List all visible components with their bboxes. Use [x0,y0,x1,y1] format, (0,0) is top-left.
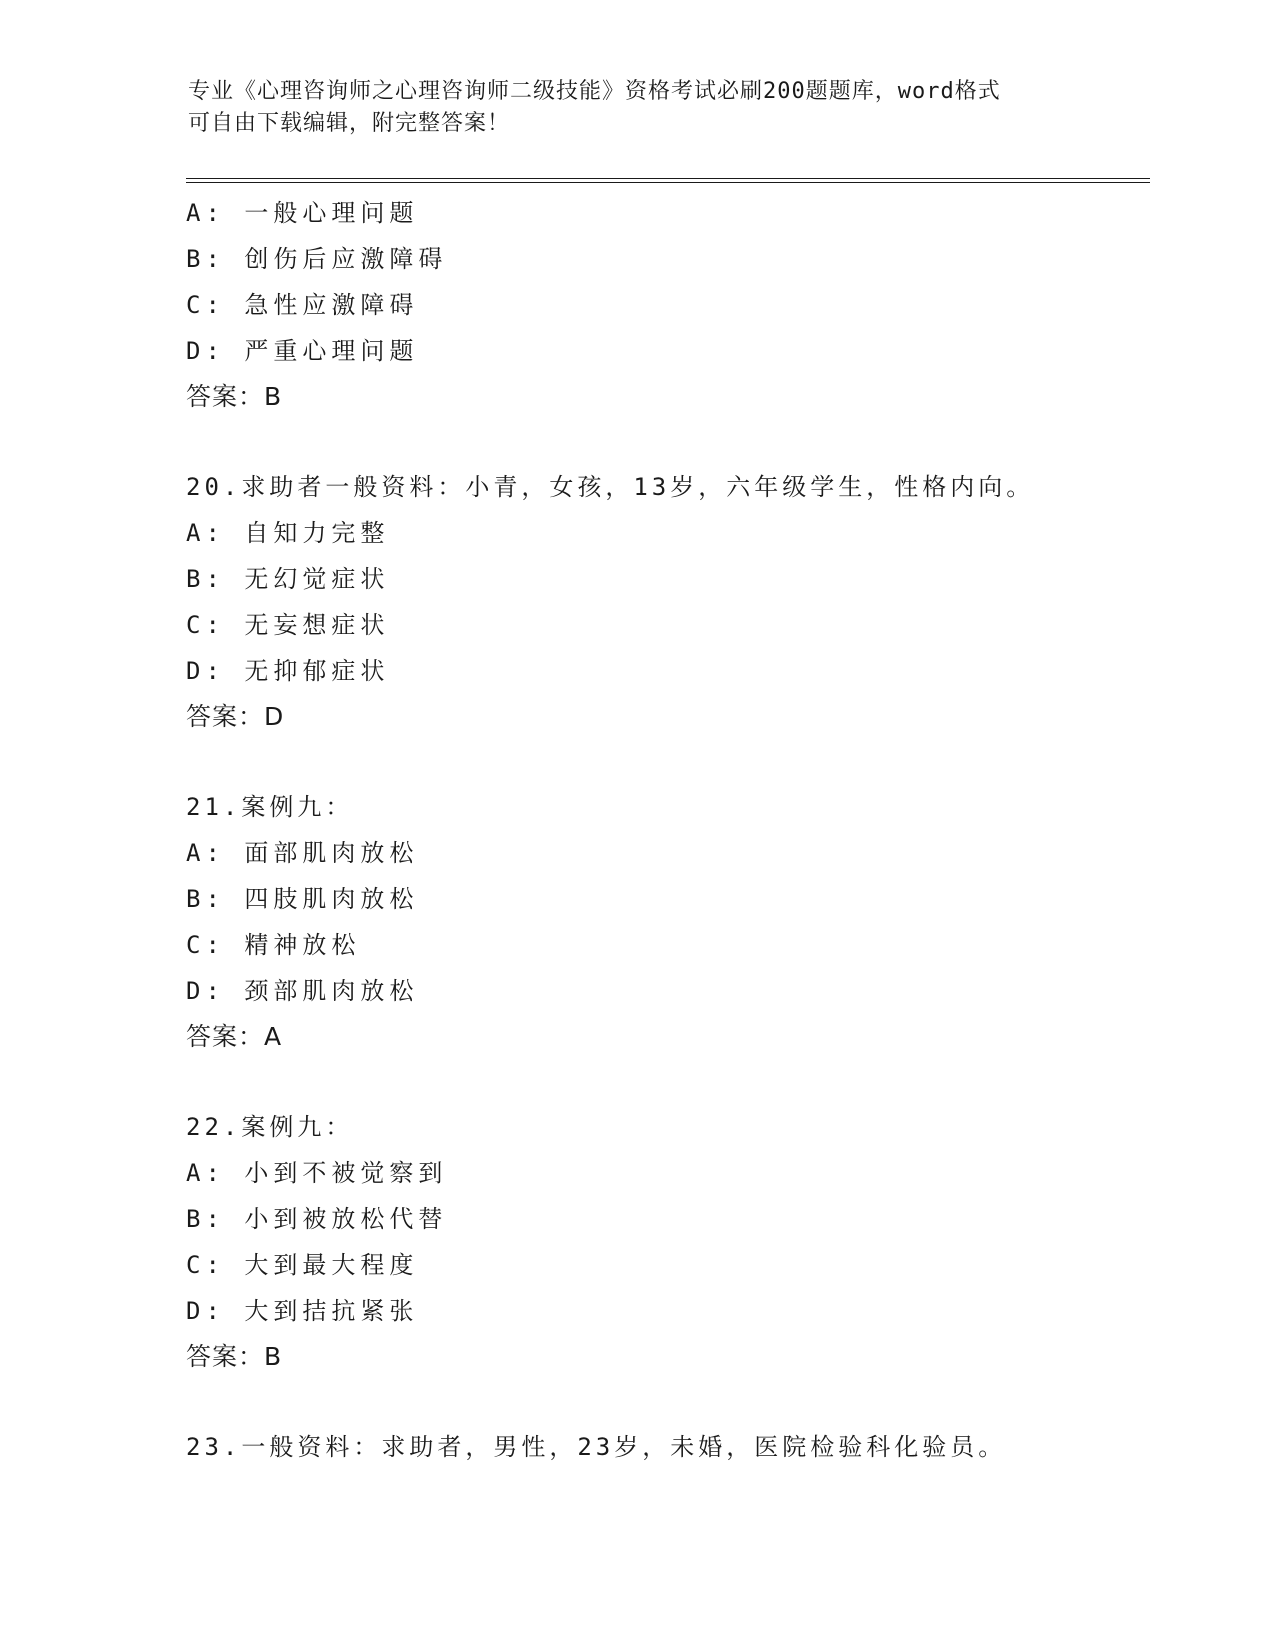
question-block [186,1104,1146,1380]
option-b: B: 创伤后应激障碍 [186,245,448,273]
option-c: C: 无妄想症状 [186,611,390,639]
header-rule-top [186,178,1150,179]
option-c: C: 急性应激障碍 [186,291,419,319]
question-text: 20.求助者一般资料：小青，女孩，13岁，六年级学生，性格内向。 [186,473,1035,501]
answer-line: 答案：B [186,382,283,411]
question-text: 23.一般资料：求助者，男性，23岁，未婚，医院检验科化验员。 [186,1433,1007,1461]
question-text: 22.案例九： [186,1113,354,1141]
option-d: D: 颈部肌肉放松 [186,977,419,1005]
answer-line: 答案：B [186,1342,283,1371]
option-c: C: 精神放松 [186,931,361,959]
option-b: B: 四肢肌肉放松 [186,885,419,913]
option-d: D: 无抑郁症状 [186,657,390,685]
option-a: A: 自知力完整 [186,519,390,547]
option-c: C: 大到最大程度 [186,1251,419,1279]
document-header [188,76,1088,140]
option-a: A: 小到不被觉察到 [186,1159,448,1187]
question-block [186,464,1146,740]
option-a: A: 一般心理问题 [186,199,419,227]
option-b: B: 无幻觉症状 [186,565,390,593]
answer-line: 答案：A [186,1022,283,1051]
question-block [186,190,1146,420]
answer-line: 答案：D [186,702,285,731]
header-line-2: 可自由下载编辑，附完整答案！ [188,111,511,136]
question-text: 21.案例九： [186,793,354,821]
option-a: A: 面部肌肉放松 [186,839,419,867]
option-d: D: 严重心理问题 [186,337,419,365]
question-list [186,190,1146,1470]
question-block [186,784,1146,1060]
header-rule-bottom [186,182,1150,183]
option-d: D: 大到拮抗紧张 [186,1297,419,1325]
question-block [186,1424,1146,1470]
option-b: B: 小到被放松代替 [186,1205,448,1233]
header-line-1: 专业《心理咨询师之心理咨询师二级技能》资格考试必刷200题题库，word格式 [188,79,1001,104]
